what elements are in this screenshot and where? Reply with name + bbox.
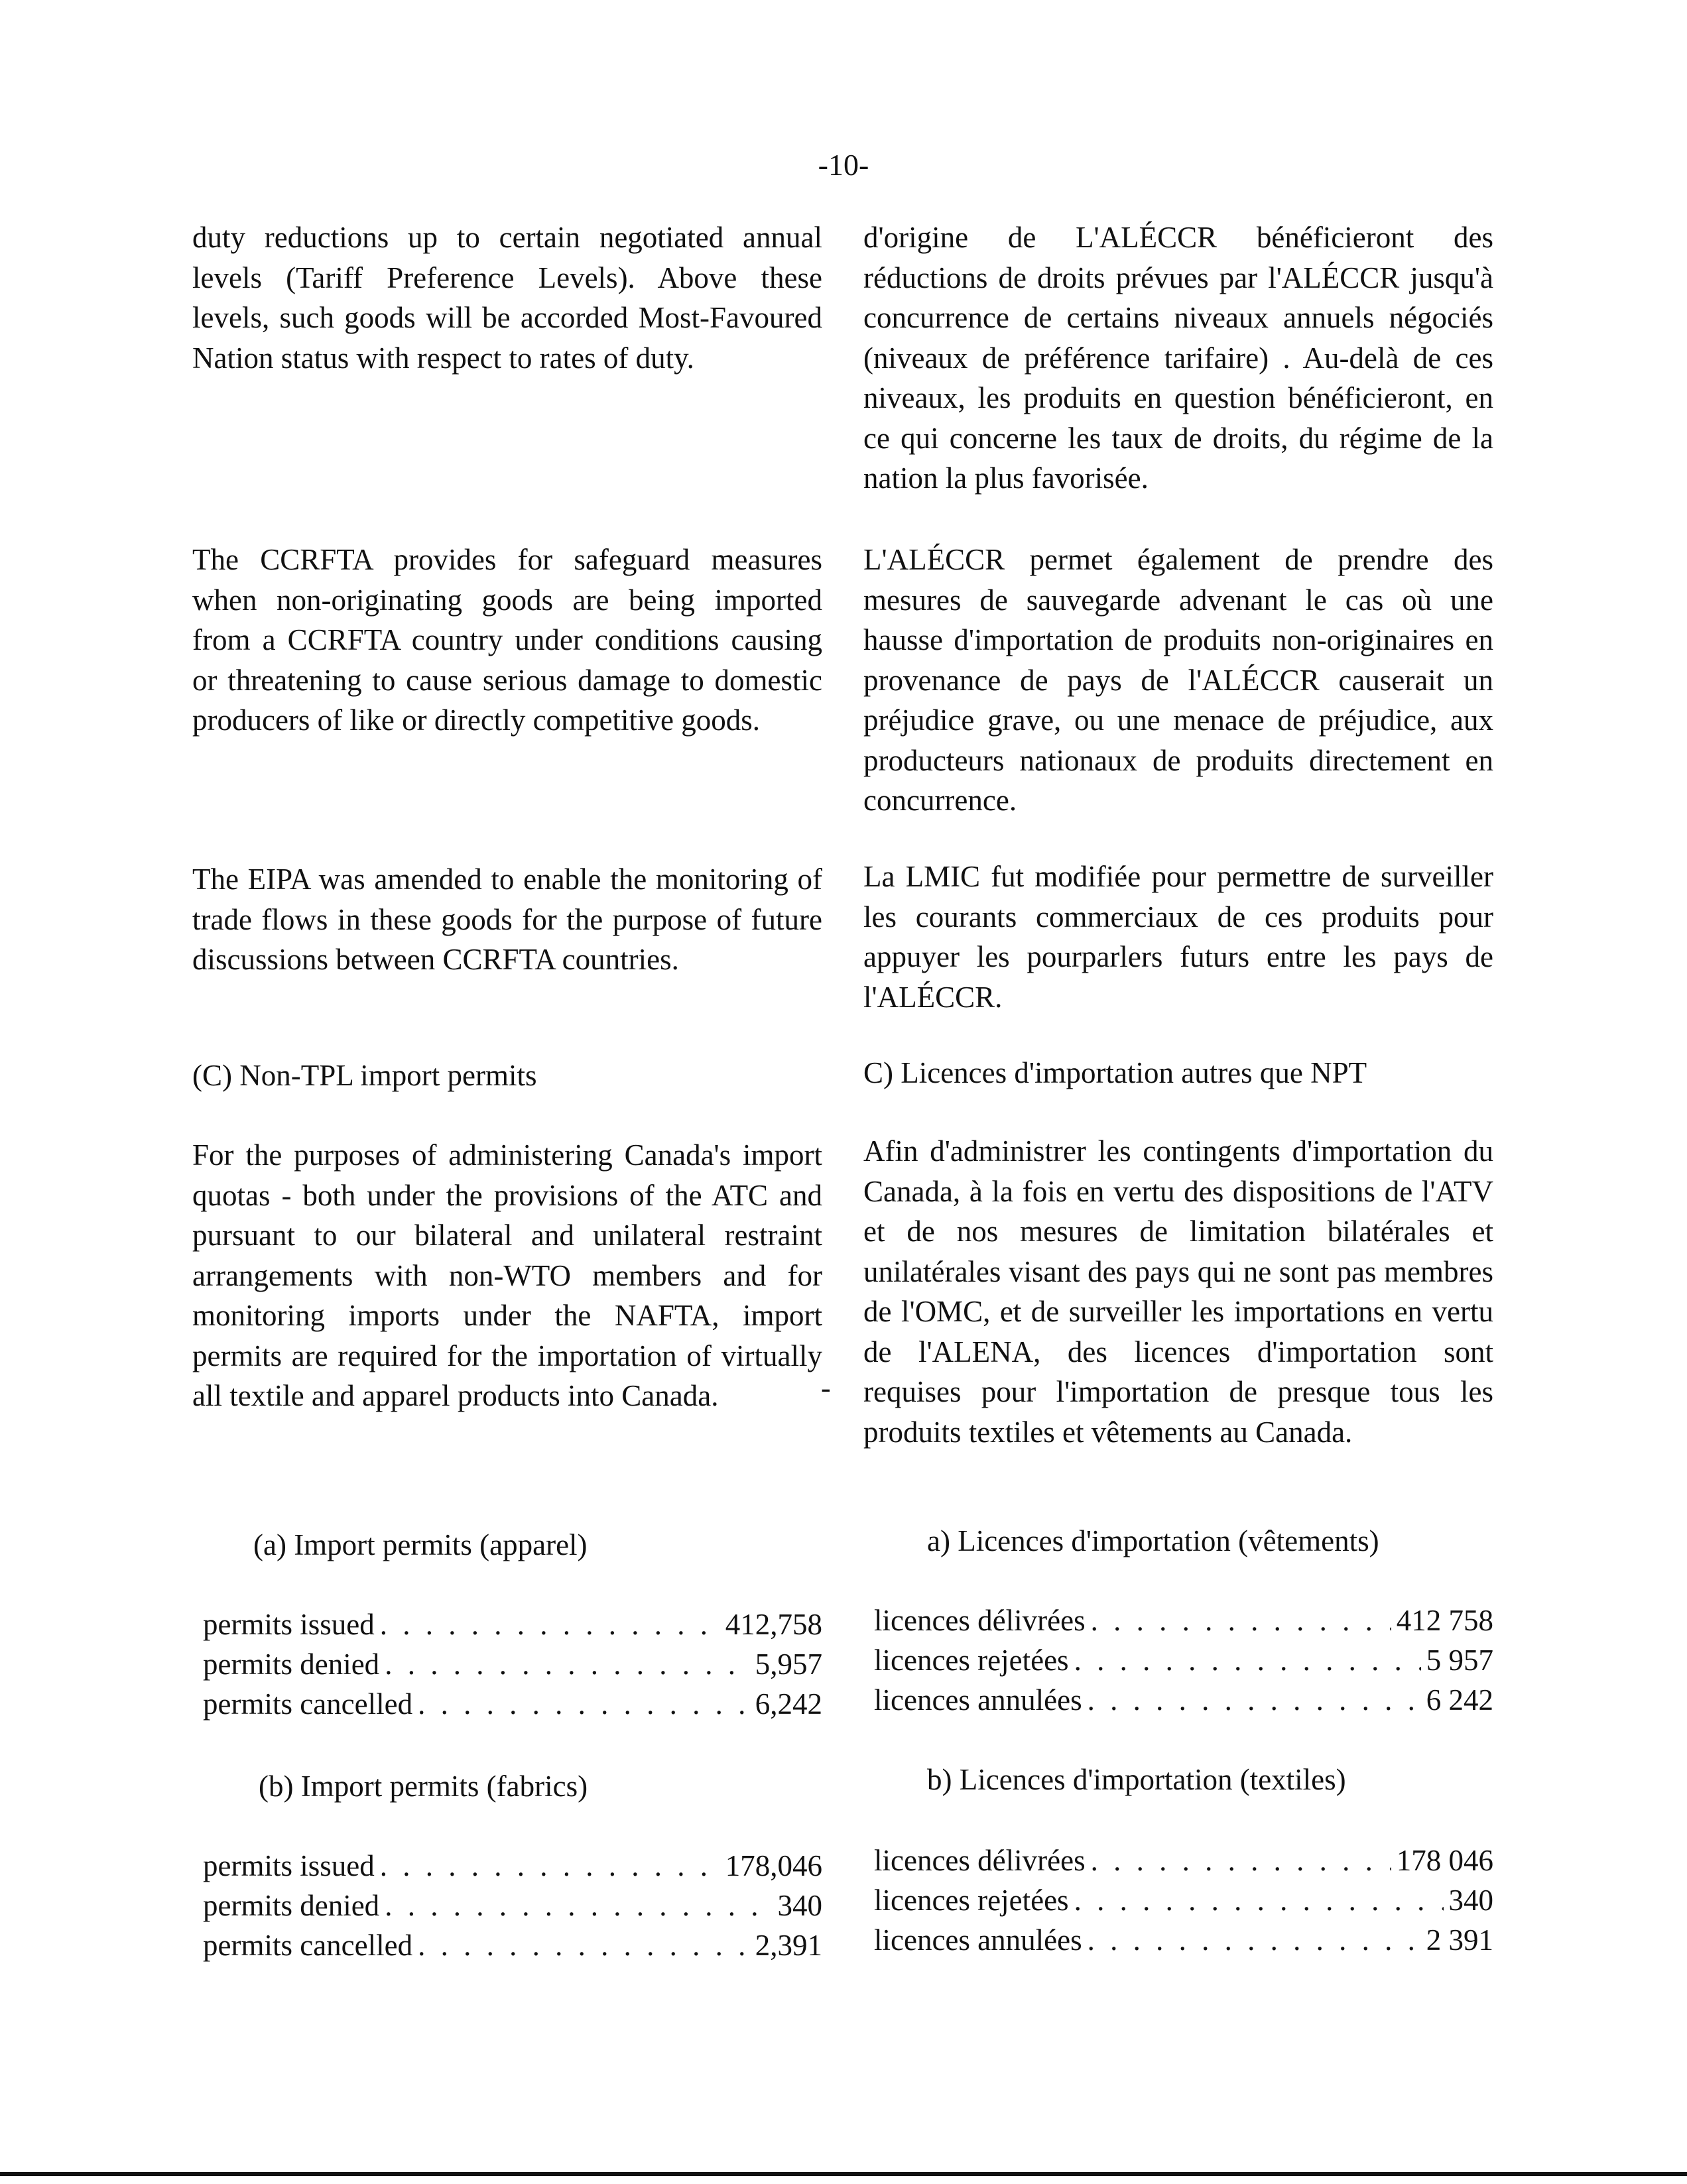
stat-value: 340 [777,1889,822,1922]
french-paragraph-tariff-levels: d'origine de L'ALÉCCR bénéficieront des réductions de droits prévues par l'ALÉCCR jusqu'à concurrence de certains niveaux annuels négociés (niveaux de préférence tarifaire) . Au-delà de ces niveaux, les produits en question bénéficieront, en ce qui concerne les taux de droits, du régime de la nation la plus favorisée. [863,221,1493,495]
dot-leader [1091,1841,1391,1881]
stat-value: 412 758 [1396,1604,1493,1637]
dot-leader [1088,1680,1421,1721]
stat-value: 2,391 [755,1929,822,1962]
dot-leader [385,1644,750,1685]
french-paragraph-lmic: La LMIC fut modifiée pour permettre de surveiller les courants commerciaux de ces produits pour appuyer les pourparlers futurs entre les pays de l'ALÉCCR. [863,860,1493,1014]
dot-leader [1074,1880,1444,1921]
french-paragraph-import-licences: Afin d'administrer les contingents d'importation du Canada, à la fois en vertu des dispositions de l'ATV et de nos mesures de limitation bilatérales et unilatérales visant des pays qui ne sont pas membres de l'OMC, et de surveiller les importations en vertu de l'ALENA, des licences d'importation sont requises pour l'importation de presque tous les produits textiles et vêtements au Canada. [863,1134,1493,1449]
stat-label: licences annulées [874,1683,1082,1717]
french-apparel-row-denied [874,1640,1493,1681]
dot-leader [418,1684,750,1725]
dot-leader [380,1605,720,1645]
stat-value: 340 [1448,1884,1493,1917]
french-fabrics-row-issued [874,1841,1493,1881]
french-section-heading: C) Licences d'importation autres que NPT [863,1056,1367,1089]
stat-label: permits cancelled [203,1929,413,1962]
stat-label: licences délivrées [874,1844,1086,1877]
french-fabrics-row-denied [874,1880,1493,1921]
english-apparel-heading: (a) Import permits (apparel) [253,1528,588,1561]
dot-leader [1091,1601,1391,1641]
french-paragraph-safeguards: L'ALÉCCR permet également de prendre des mesures de sauvegarde advenant le cas où une hausse d'importation de produits non-originaires en provenance de pays de l'ALÉCCR causerait un préjudice grave, ou une menace de préjudice, aux producteurs nationaux de produits directement en concurrence. [863,543,1493,817]
stat-label: licences annulées [874,1923,1082,1957]
stat-label: permits denied [203,1889,380,1922]
stat-value: 178,046 [725,1849,822,1882]
french-apparel-row-cancelled [874,1680,1493,1721]
french-apparel-row-issued [874,1601,1493,1641]
stat-label: permits denied [203,1648,380,1681]
dot-leader [385,1886,772,1926]
english-paragraph-eipa: The EIPA was amended to enable the monitoring of trade flows in these goods for the purpose of future discussions between CCRFTA countries. [192,863,822,976]
stat-value: 6,242 [755,1687,822,1721]
stat-label: licences délivrées [874,1604,1086,1637]
stat-value: 2 391 [1426,1923,1493,1957]
french-fabrics-heading: b) Licences d'importation (textiles) [927,1763,1346,1796]
margin-mark: - [821,1372,831,1404]
english-paragraph-import-permits: For the purposes of administering Canada's import quotas - both under the provisions of the ATC and pursuant to our bilateral and unilateral restraint arrangements with non-WTO members and for monitoring imports under the NAFTA, import permits are required for the importation of virtually all textile and apparel products into Canada. [192,1138,822,1412]
english-paragraph-tariff-levels: duty reductions up to certain negotiated annual levels (Tariff Preference Levels). Above these levels, such goods will be accorded Most-Favoured Nation status with respect to rates of duty. [192,221,822,375]
english-section-heading: (C) Non-TPL import permits [192,1059,537,1092]
dot-leader [418,1925,750,1966]
dot-leader [1088,1920,1421,1961]
stat-value: 178 046 [1396,1844,1493,1877]
stat-value: 5 957 [1426,1644,1493,1677]
dot-leader [1074,1640,1421,1681]
french-apparel-heading: a) Licences d'importation (vêtements) [927,1524,1379,1557]
english-apparel-row-denied [203,1644,822,1685]
english-apparel-row-cancelled [203,1684,822,1725]
french-fabrics-row-cancelled [874,1920,1493,1961]
stat-value: 412,758 [725,1608,822,1641]
english-fabrics-row-denied [203,1886,822,1926]
dot-leader [380,1846,720,1886]
page-number: -10- [818,148,869,182]
stat-label: licences rejetées [874,1644,1069,1677]
english-apparel-row-issued [203,1605,822,1645]
english-paragraph-safeguards: The CCRFTA provides for safeguard measures when non-originating goods are being imported from a CCRFTA country under conditions causing or threatening to cause serious damage to domestic producers of like or directly competitive goods. [192,543,822,737]
stat-label: permits cancelled [203,1687,413,1721]
english-fabrics-row-cancelled [203,1925,822,1966]
stat-value: 6 242 [1426,1683,1493,1717]
english-fabrics-heading: (b) Import permits (fabrics) [259,1770,588,1803]
english-fabrics-row-issued [203,1846,822,1886]
stat-value: 5,957 [755,1648,822,1681]
bottom-scan-border [0,2172,1687,2176]
stat-label: licences rejetées [874,1884,1069,1917]
stat-label: permits issued [203,1849,375,1882]
stat-label: permits issued [203,1608,375,1641]
